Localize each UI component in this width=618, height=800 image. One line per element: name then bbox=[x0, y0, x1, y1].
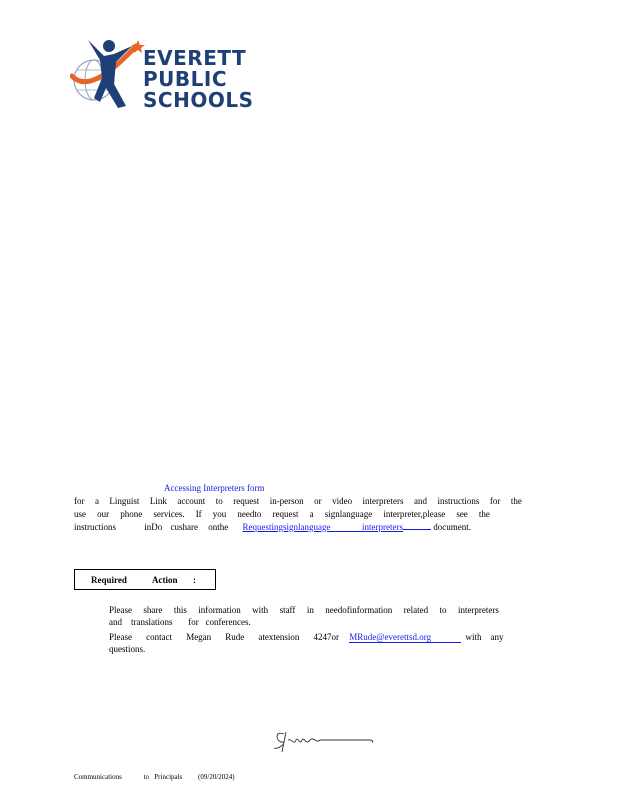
body-line-3 bbox=[74, 521, 471, 532]
body-line-1-word: the bbox=[510, 496, 522, 506]
text-instructions: instructions bbox=[74, 522, 116, 532]
bullet-1-word: this bbox=[173, 605, 187, 615]
body-line-2-word: services. bbox=[153, 509, 185, 519]
body-line-1-word: to bbox=[215, 496, 223, 506]
everett-logo bbox=[70, 36, 255, 116]
bullet-1-word: needofinformation bbox=[325, 605, 393, 615]
text-indo: inDo bbox=[144, 522, 163, 532]
body-line-1-word: in-person bbox=[269, 496, 304, 506]
bullet-1-word: to bbox=[439, 605, 447, 615]
bullet-1-line-2: and translations for conferences. bbox=[109, 617, 251, 627]
link-underline-extension bbox=[403, 521, 431, 530]
bullet-2-line-2: questions. bbox=[109, 644, 146, 654]
required-label: Required bbox=[91, 575, 127, 585]
bullet-2-word: 4247or bbox=[313, 632, 339, 642]
bullet-2-word: Rude bbox=[225, 632, 245, 642]
footer-mid: to Principals bbox=[143, 773, 183, 781]
text-document: document. bbox=[433, 522, 471, 532]
bullet-2-word: contact bbox=[146, 632, 173, 642]
bullet-1-word: related bbox=[403, 605, 429, 615]
body-line-1-word: for bbox=[74, 496, 85, 506]
logo-wordmark bbox=[143, 48, 253, 111]
body-line-1-word: or bbox=[314, 496, 322, 506]
footer bbox=[74, 773, 235, 781]
bullet-1-line-1 bbox=[109, 605, 499, 615]
accessing-interpreters-form-link[interactable]: Accessing Interpreters form bbox=[164, 483, 265, 493]
body-line-1-word: interpreters bbox=[362, 496, 404, 506]
body-line-2-word: If bbox=[195, 509, 202, 519]
body-line-1-word: a bbox=[94, 496, 99, 506]
body-line-1 bbox=[74, 496, 522, 506]
logo-figure-icon bbox=[70, 36, 145, 116]
body-line-2-word: a bbox=[309, 509, 314, 519]
bullet-2-word: Please bbox=[109, 632, 132, 642]
body-line-2-word: request bbox=[272, 509, 299, 519]
body-line-1-word: account bbox=[177, 496, 206, 506]
bullet-1-word: information bbox=[198, 605, 241, 615]
body-line-2-word: our bbox=[97, 509, 110, 519]
bullet-1-word: staff bbox=[279, 605, 296, 615]
text-onthe: onthe bbox=[208, 522, 229, 532]
body-line-2-word: see bbox=[456, 509, 468, 519]
bullet-2-word: with bbox=[465, 632, 482, 642]
footer-date: (09/20/2024) bbox=[198, 773, 235, 781]
body-line-1-word: Link bbox=[149, 496, 167, 506]
body-line-1-word: video bbox=[332, 496, 353, 506]
body-line-1-word: request bbox=[233, 496, 260, 506]
requesting-sign-language-interpreters-link[interactable]: Requestingsignlanguage interpreters bbox=[242, 522, 403, 532]
required-action-box bbox=[74, 569, 216, 590]
body-line-2-word: the bbox=[478, 509, 490, 519]
bullet-2-line-1 bbox=[109, 632, 504, 643]
body-line-2 bbox=[74, 509, 490, 519]
body-line-2-word: signlanguage bbox=[324, 509, 373, 519]
text-cushare: cushare bbox=[170, 522, 198, 532]
bullet-1-word: Please bbox=[109, 605, 132, 615]
bullet-2-word: Megan bbox=[186, 632, 212, 642]
logo-line-everett: EVERETT bbox=[143, 46, 247, 70]
accessing-interpreters-link-line bbox=[164, 483, 264, 493]
body-line-2-word: needto bbox=[237, 509, 262, 519]
body-line-2-word: you bbox=[212, 509, 227, 519]
logo-line-schools: SCHOOLS bbox=[143, 88, 254, 112]
body-line-2-word: phone bbox=[120, 509, 143, 519]
bullet-2-word: any bbox=[490, 632, 504, 642]
body-line-2-word: use bbox=[74, 509, 86, 519]
signature-icon bbox=[270, 728, 380, 754]
body-line-1-word: Linguist bbox=[109, 496, 140, 506]
body-line-2-word: interpreter,please bbox=[383, 509, 446, 519]
logo-line-public: PUBLIC bbox=[143, 67, 228, 91]
bullet-1-word: interpreters bbox=[457, 605, 499, 615]
bullet-1-word: in bbox=[306, 605, 314, 615]
colon-label: : bbox=[193, 575, 196, 585]
bullet-1-word: share bbox=[143, 605, 163, 615]
bullet-1-word: with bbox=[252, 605, 269, 615]
body-line-1-word: instructions bbox=[437, 496, 480, 506]
body-line-1-word: and bbox=[413, 496, 427, 506]
body-line-1-word: for bbox=[489, 496, 501, 506]
footer-left: Communications bbox=[74, 773, 122, 781]
action-label: Action bbox=[152, 575, 178, 585]
email-link[interactable]: MRude@everettsd.org bbox=[349, 632, 461, 643]
bullet-2-word: atextension bbox=[258, 632, 300, 642]
